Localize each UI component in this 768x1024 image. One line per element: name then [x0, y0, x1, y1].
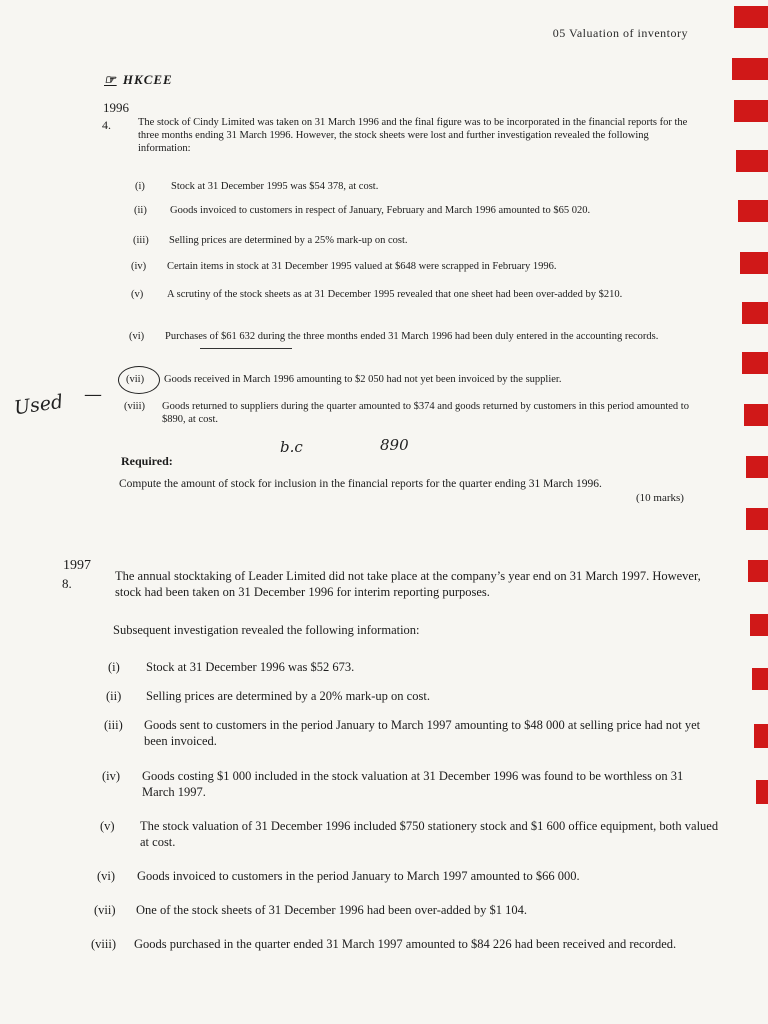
binder-tab: [734, 6, 768, 28]
binder-tab: [754, 724, 768, 748]
chapter-header: 05 Valuation of inventory: [552, 26, 688, 40]
handwritten-dash: —: [84, 384, 102, 405]
q1-required-label: Required:: [121, 454, 173, 468]
q2-item-text: Goods costing $1 000 included in the stock valuation at 31 December 1996 was found to be worthless on 31 March 1997.: [142, 769, 684, 799]
q2-item-number: (iv): [102, 769, 121, 783]
q1-item-text: Purchases of $61 632 during the three months ended 31 March 1996 had been duly entered in the accounting records.: [165, 331, 659, 342]
q1-item-number: (vii): [126, 374, 145, 385]
q2-item-text: Stock at 31 December 1996 was $52 673.: [146, 660, 355, 674]
handwritten-circle: [118, 366, 160, 394]
q1-required-text: Compute the amount of stock for inclusion in the financial reports for the quarter ending 31 March 1996.: [119, 478, 602, 490]
q2-number: 8.: [62, 576, 72, 591]
q2-item-number: (vii): [94, 903, 116, 917]
handwritten-note-b: 890: [380, 436, 409, 454]
binder-tab: [750, 614, 768, 636]
q2-item-number: (vi): [97, 869, 116, 883]
q1-intro: The stock of Cindy Limited was taken on 31 March 1996 and the final figure was to be incorporated in the financial reports for the three months ending 31 March 1996. However, the stock sheets were lost and further investigation revealed the following information:: [138, 117, 688, 154]
q1-item-number: (iii): [133, 235, 149, 246]
binder-tab: [746, 508, 768, 530]
q1-item-text: Certain items in stock at 31 December 1995 valued at $648 were scrapped in February 1996.: [167, 261, 557, 272]
q2-item-number: (v): [100, 819, 115, 833]
handwritten-margin-note: Used: [12, 390, 65, 420]
binder-tab: [748, 560, 768, 582]
q1-item-text: Goods invoiced to customers in respect of January, February and March 1996 amounted to $65 020.: [170, 205, 591, 216]
q2-item-number: (i): [108, 660, 120, 674]
q1-item-text: Stock at 31 December 1995 was $54 378, at cost.: [171, 181, 379, 192]
q1-item-text: Goods returned to suppliers during the quarter amounted to $374 and goods returned by customers in this period amounted to $890, at cost.: [162, 401, 689, 425]
q2-intro: The annual stocktaking of Leader Limited did not take place at the company’s year end on 31 March 1997. However, stock had been taken on 31 December 1996 for interim reporting purposes.: [115, 569, 701, 599]
q1-item-text: Selling prices are determined by a 25% mark-up on cost.: [169, 235, 408, 246]
exam-name: HKCEE: [122, 72, 173, 87]
q2-item-text: Goods purchased in the quarter ended 31 March 1997 amounted to $84 226 had been received and recorded.: [134, 937, 677, 951]
binder-tab: [742, 302, 768, 324]
binder-tab: [738, 200, 768, 222]
q1-marks: (10 marks): [636, 492, 684, 504]
q1-item-text: Goods received in March 1996 amounting to $2 050 had not yet been invoiced by the supplier.: [164, 374, 562, 385]
q2-item-text: Selling prices are determined by a 20% mark-up on cost.: [146, 689, 430, 703]
binder-tab: [732, 58, 768, 80]
q2-year: 1997: [63, 558, 91, 573]
pointing-hand-icon: ☞: [104, 72, 117, 87]
q1-item-number: (iv): [131, 261, 147, 272]
binder-tab: [736, 150, 768, 172]
q2-item-number: (ii): [106, 689, 122, 703]
q1-year: 1996: [103, 100, 129, 115]
q1-item-text: A scrutiny of the stock sheets as at 31 December 1995 revealed that one sheet had been over-added by $210.: [167, 289, 623, 300]
q1-item-number: (viii): [124, 401, 145, 412]
q2-intro-2: Subsequent investigation revealed the following information:: [113, 623, 420, 637]
binder-tab: [744, 404, 768, 426]
q2-item-text: Goods invoiced to customers in the period January to March 1997 amounted to $66 000.: [137, 869, 580, 883]
exam-label: [104, 72, 173, 88]
handwritten-underline: [200, 348, 292, 349]
q2-item-number: (viii): [91, 937, 116, 951]
binder-tabs: [728, 0, 768, 1024]
binder-tab: [756, 780, 768, 804]
binder-tab: [734, 100, 768, 122]
q1-item-number: (v): [131, 289, 144, 300]
q1-item-number: (ii): [134, 205, 147, 216]
q1-item-number: (vi): [129, 331, 145, 342]
binder-tab: [746, 456, 768, 478]
binder-tab: [752, 668, 768, 690]
binder-tab: [742, 352, 768, 374]
q2-item-text: The stock valuation of 31 December 1996 included $750 stationery stock and $1 600 office equipment, both valued at cost.: [140, 819, 719, 849]
q2-item-number: (iii): [104, 718, 123, 732]
binder-tab: [740, 252, 768, 274]
q1-number: 4.: [102, 118, 111, 132]
q1-item-number: (i): [135, 181, 145, 192]
handwritten-note-a: b.c: [280, 438, 303, 456]
q2-item-text: Goods sent to customers in the period January to March 1997 amounting to $48 000 at selling price had not yet been invoiced.: [144, 718, 701, 748]
q2-item-text: One of the stock sheets of 31 December 1996 had been over-added by $1 104.: [136, 903, 527, 917]
